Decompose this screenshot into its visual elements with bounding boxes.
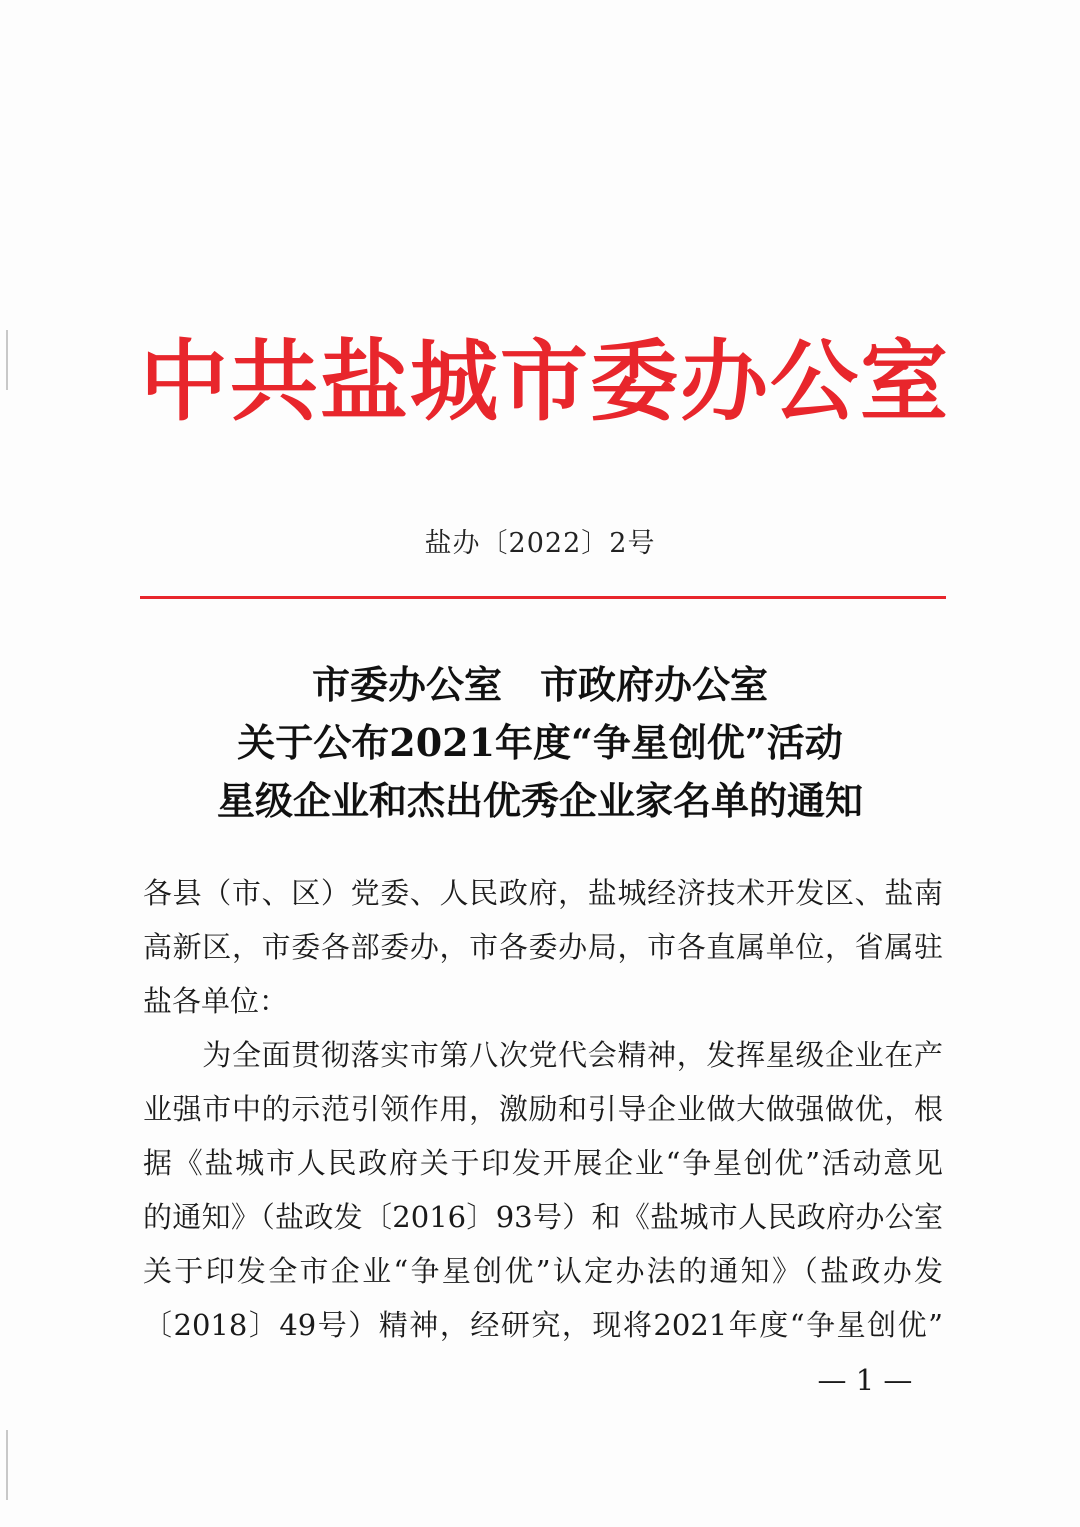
body-line-paragraph: 关于印发全市企业“争星创优”认定办法的通知》（盐政办发 bbox=[143, 1254, 943, 1288]
page-number: — 1 — bbox=[817, 1363, 913, 1397]
document-title bbox=[120, 656, 960, 830]
body-line-paragraph: 业强市中的示范引领作用，激励和引导企业做大做强做优，根 bbox=[143, 1092, 943, 1126]
red-divider-line bbox=[140, 596, 946, 599]
title-line-3: 星级企业和杰出优秀企业家名单的通知 bbox=[216, 778, 863, 823]
issuer-masthead: 中共盐城市委办公室 bbox=[140, 330, 951, 433]
title-line-1: 市委办公室 市政府办公室 bbox=[311, 662, 768, 707]
body-line-addressee: 高新区，市委各部委办，市各委办局，市各直属单位，省属驻 bbox=[143, 930, 943, 964]
scan-edge-mark bbox=[6, 330, 8, 390]
document-number: 盐办〔2022〕2号 bbox=[424, 528, 656, 559]
body-line-paragraph: 据《盐城市人民政府关于印发开展企业“争星创优”活动意见 bbox=[143, 1146, 943, 1180]
body-line-paragraph: 〔2018〕49号）精神，经研究，现将2021年度“争星创优” bbox=[143, 1308, 943, 1342]
body-line-paragraph: 的通知》（盐政发〔2016〕93号）和《盐城市人民政府办公室 bbox=[143, 1200, 943, 1234]
body-line-addressee: 各县（市、区）党委、人民政府，盐城经济技术开发区、盐南 bbox=[143, 876, 943, 910]
scan-edge-mark bbox=[6, 1430, 8, 1500]
document-body bbox=[143, 866, 943, 1352]
body-line-paragraph: 为全面贯彻落实市第八次党代会精神，发挥星级企业在产 bbox=[143, 1038, 943, 1072]
title-line-2: 关于公布2021年度“争星创优”活动 bbox=[237, 720, 843, 765]
body-line-addressee: 盐各单位： bbox=[143, 984, 289, 1018]
